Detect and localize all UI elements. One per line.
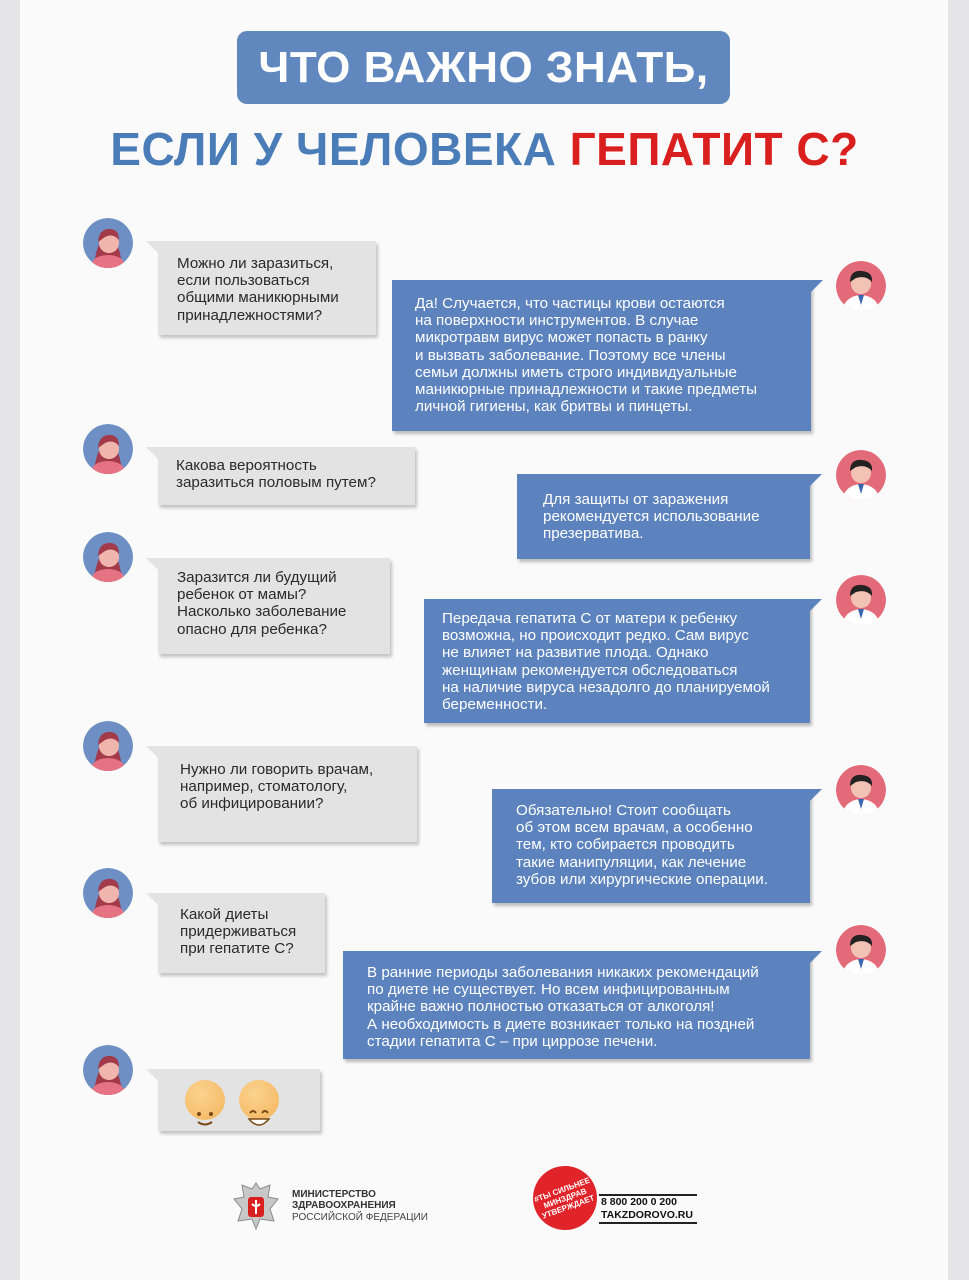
doctor-avatar-icon <box>836 261 886 311</box>
grin-emoji-icon <box>239 1080 279 1120</box>
site-link[interactable]: TAKZDOROVO.RU <box>601 1209 693 1221</box>
answer-bubble: Передача гепатита С от матери к ребенку возможна, но происходит редко. Сам вирус не влияет на развитие плода. Однако женщинам рекомендуется обследоваться на наличие вируса незадолго до планируемой беременности. <box>424 599 810 723</box>
doctor-avatar-icon <box>836 575 886 625</box>
woman-avatar-icon <box>83 532 133 582</box>
emoji-reaction-bubble <box>158 1069 320 1131</box>
answer-bubble: Обязательно! Стоит сообщать об этом всем врачам, а особенно тем, кто собирается проводить такие манипуляции, как лечение зубов или хирургические операции. <box>492 789 810 903</box>
subtitle-highlight: ГЕПАТИТ С? <box>569 123 859 175</box>
coat-of-arms-icon <box>230 1177 282 1235</box>
woman-avatar-icon <box>83 218 133 268</box>
ministry-line-3: РОССИЙСКОЙ ФЕДЕРАЦИИ <box>292 1211 428 1223</box>
slight-smile-emoji-icon <box>185 1080 225 1120</box>
campaign-badge: #ТЫ СИЛЬНЕЕ МИНЗДРАВ УТВЕРЖДАЕТ <box>524 1157 606 1239</box>
question-bubble: Какова вероятность заразиться половым путем? <box>158 447 415 505</box>
hotline-phone: 8 800 200 0 200 <box>601 1196 677 1208</box>
poster-title: ЧТО ВАЖНО ЗНАТЬ, <box>237 31 730 104</box>
woman-avatar-icon <box>83 1045 133 1095</box>
ministry-name <box>292 1189 428 1224</box>
question-bubble: Заразится ли будущий ребенок от мамы? Насколько заболевание опасно для ребенка? <box>158 558 390 654</box>
answer-bubble: Для защиты от заражения рекомендуется использование презерватива. <box>517 474 810 559</box>
poster-subtitle <box>0 122 969 176</box>
question-bubble: Какой диеты придерживаться при гепатите С? <box>158 893 325 973</box>
answer-bubble: Да! Случается, что частицы крови остаются на поверхности инструментов. В случае микротравм вирус может попасть в ранку и вызвать заболевание. Поэтому все члены семьи должны иметь строго индивидуальные маникюрные принадлежности и такие предметы личной гигиены, как бритвы и пинцеты. <box>392 280 811 431</box>
woman-avatar-icon <box>83 721 133 771</box>
question-bubble: Нужно ли говорить врачам, например, стоматологу, об инфицировании? <box>158 746 417 842</box>
contacts-block <box>599 1194 697 1224</box>
woman-avatar-icon <box>83 868 133 918</box>
doctor-avatar-icon <box>836 925 886 975</box>
ministry-line-1: МИНИСТЕРСТВО <box>292 1188 376 1200</box>
answer-bubble: В ранние периоды заболевания никаких рекомендаций по диете не существует. Но всем инфицированным крайне важно полностью отказаться от алкоголя! А необходимость в диете возникает только на поздней стадии гепатита С – при циррозе печени. <box>343 951 810 1059</box>
ministry-line-2: ЗДРАВООХРАНЕНИЯ <box>292 1200 396 1212</box>
woman-avatar-icon <box>83 424 133 474</box>
subtitle-main: ЕСЛИ У ЧЕЛОВЕКА <box>110 123 557 175</box>
doctor-avatar-icon <box>836 765 886 815</box>
question-bubble: Можно ли заразиться, если пользоваться общими маникюрными принадлежностями? <box>158 241 376 335</box>
doctor-avatar-icon <box>836 450 886 500</box>
ministry-logo <box>230 1176 428 1236</box>
